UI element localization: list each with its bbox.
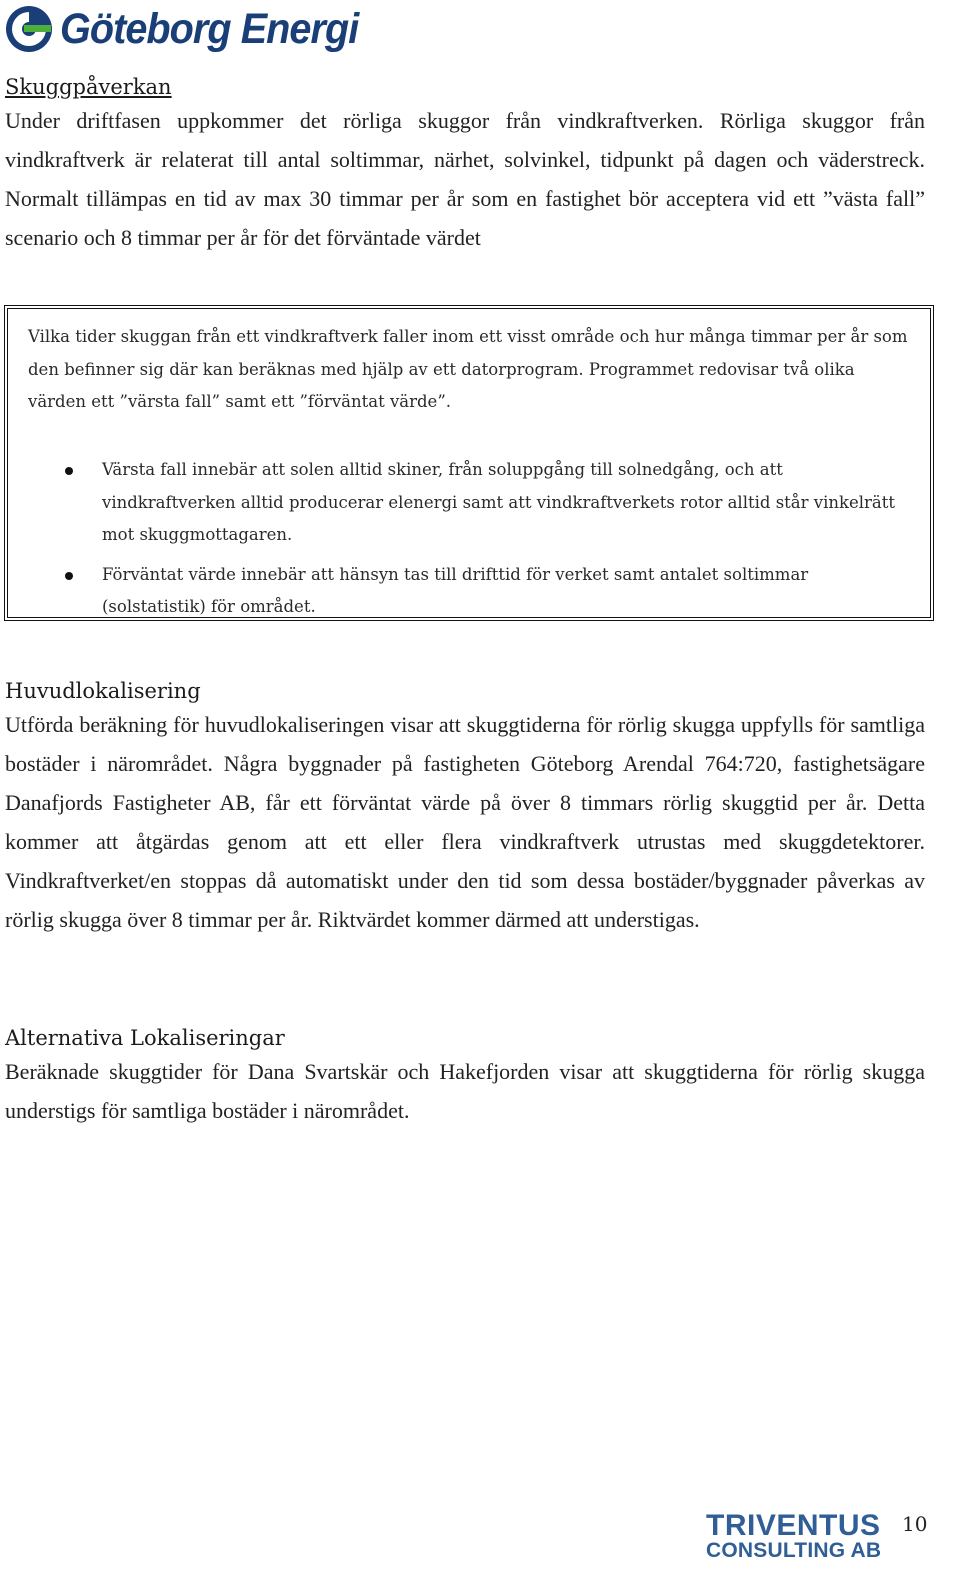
triventus-logo xyxy=(706,1509,882,1562)
bullet-icon xyxy=(65,572,73,580)
section-heading: Skuggpåverkan xyxy=(5,75,172,99)
section-heading: Alternativa Lokaliseringar xyxy=(5,1026,285,1050)
section-huvudlokalisering xyxy=(5,677,925,939)
section-paragraph: Under driftfasen uppkommer det rörliga skuggor från vindkraftverken. Rörliga skuggor från vindkraftverk är relaterat till antal soltimmar, närhet, solvinkel, tidpunkt på dagen och väderstreck. Normalt tillämpas en tid av max 30 timmar per år som en fastighet bör acceptera vid ett ”västa fall” scenario och 8 timmar per år för det förväntade värdet xyxy=(5,108,925,250)
triventus-logo-line1: TRIVENTUS xyxy=(706,1509,881,1542)
page-number: 10 xyxy=(902,1512,928,1536)
bullet-text: Förväntat värde innebär att hänsyn tas till drifttid för verket samt antalet soltimmar (solstatistik) för området. xyxy=(102,564,809,616)
goteborg-energi-emblem-icon xyxy=(4,4,54,54)
list-item xyxy=(28,559,912,624)
section-heading: Huvudlokalisering xyxy=(5,679,201,703)
section-paragraph: Utförda beräkning för huvudlokaliseringen visar att skuggtiderna för rörlig skugga uppfylls för samtliga bostäder i närområdet. Några byggnader på fastigheten Göteborg Arendal 764:720, fastighetsägare Danafjords Fastigheter AB, får ett förväntat värde på över 8 timmars rörlig skuggtid per år. Detta kommer att åtgärdas genom att ett eller flera vindkraftverk utrustas med skuggdetektorer. Vindkraftverket/en stoppas då automatiskt under den tid som dessa bostäder/byggnader påverkas av rörlig skugga över 8 timmar per år. Riktvärdet kommer därmed att understigas. xyxy=(5,712,925,932)
section-alternativa-lokaliseringar xyxy=(5,1024,925,1130)
info-box-text: Vilka tider skuggan från ett vindkraftverk faller inom ett visst område och hur många timmar per år som den befinner sig där kan beräknas med hjälp av ett datorprogram. Programmet redovisar två olika värden ett ”värsta fall” samt ett ”förväntat värde”. xyxy=(28,327,908,411)
logo-wordmark: Göteborg Energi xyxy=(60,4,359,53)
list-item xyxy=(28,454,912,552)
info-box-bullet-list xyxy=(28,454,912,631)
bullet-text: Värsta fall innebär att solen alltid skiner, från soluppgång till solnedgång, och att vindkraftverken alltid producerar elenergi samt att vindkraftverkets rotor alltid står vinkelrätt mot skuggmottagaren. xyxy=(102,460,896,544)
section-paragraph: Beräknade skuggtider för Dana Svartskär och Hakefjorden visar att skuggtiderna för rörlig skugga understigs för samtliga bostäder i närområdet. xyxy=(5,1059,925,1123)
info-box xyxy=(4,305,934,621)
section-skuggpaverkan xyxy=(5,73,925,257)
triventus-logo-line2: CONSULTING AB xyxy=(706,1539,882,1562)
goteborg-energi-logo xyxy=(4,2,384,56)
bullet-icon xyxy=(65,467,73,475)
